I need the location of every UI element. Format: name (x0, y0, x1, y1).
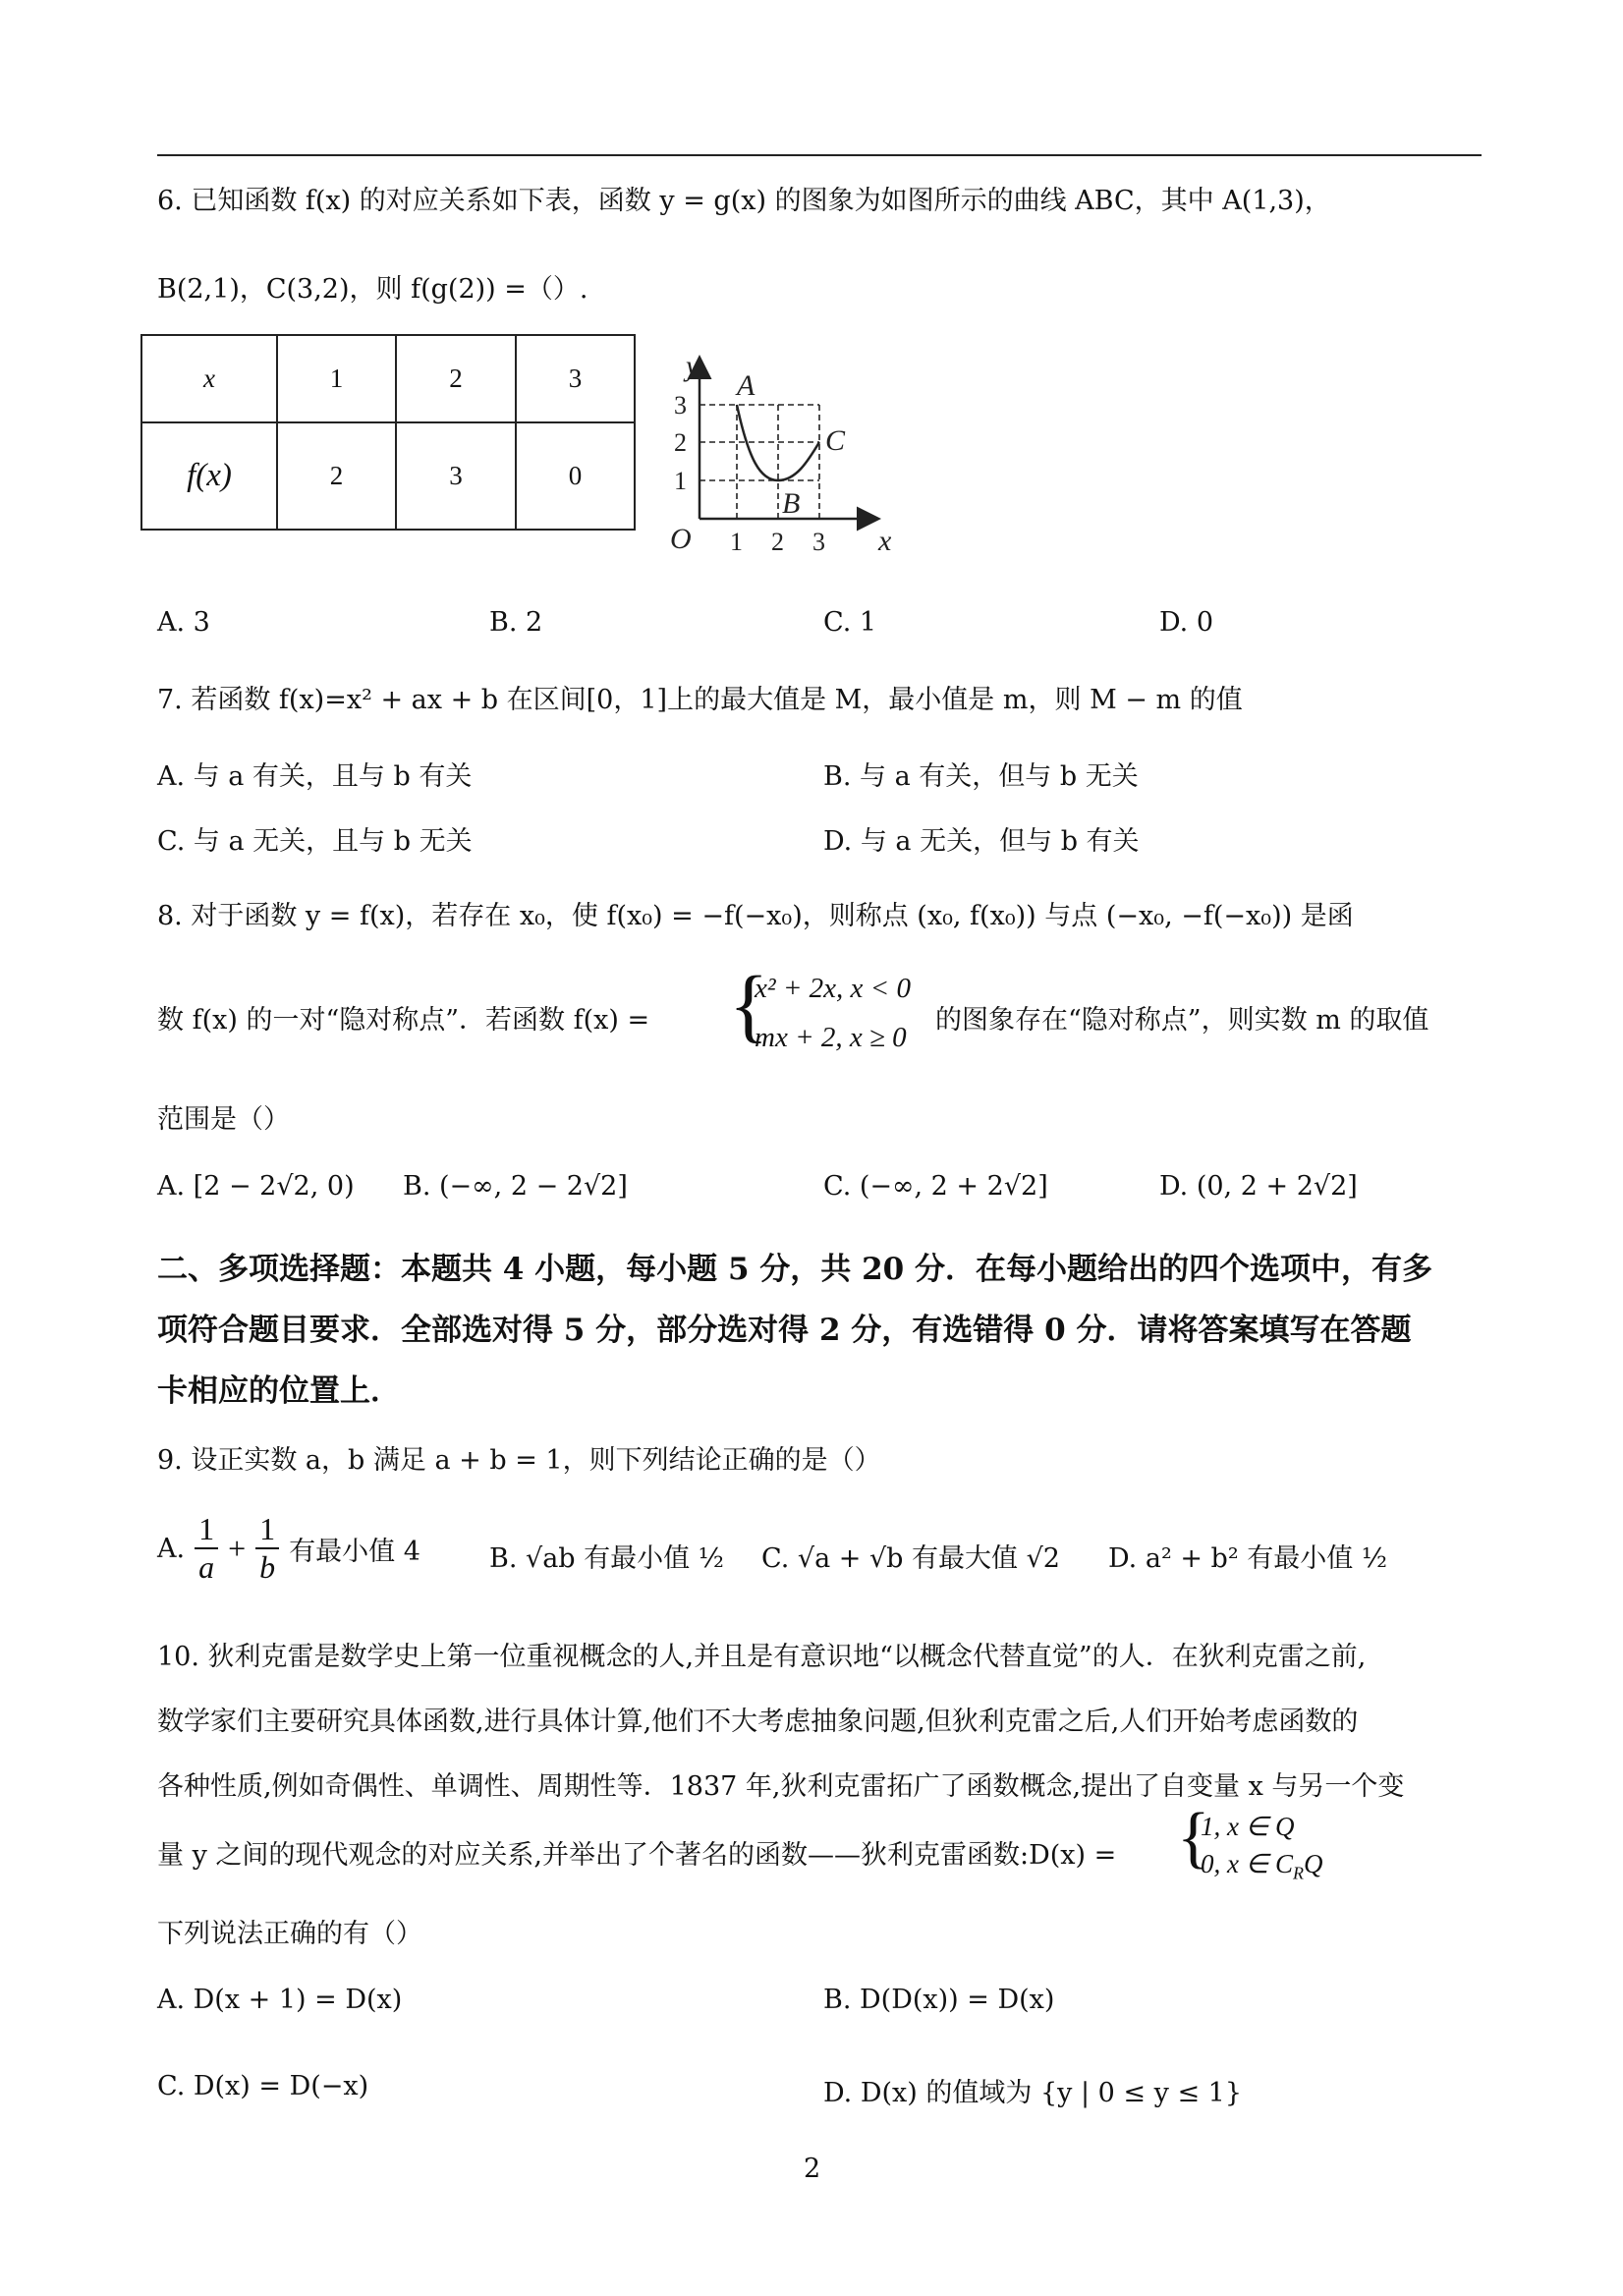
x-tick-1: 1 (730, 528, 743, 556)
q8-line1: 8. 对于函数 y = f(x)，若存在 x₀，使 f(x₀) = −f(−x₀)，则称点 (x₀, f(x₀)) 与点 (−x₀, −f(−x₀)) 是函 (157, 901, 1354, 931)
q8-option-d: D. (0, 2 + 2√2] (1159, 1171, 1358, 1202)
dirichlet-case2: 0, x ∈ $C_RQ$ (1201, 1849, 1323, 1883)
page-number: 2 (804, 2154, 821, 2184)
table-header-3: 3 (516, 335, 635, 422)
frac-1-over-b: $\frac{1}{b}$ (255, 1511, 279, 1586)
q8-option-b: B. (−∞, 2 − 2√2] (403, 1171, 628, 1202)
point-c-label: C (825, 424, 846, 457)
q7-option-b: B. 与 a 有关，但与 b 无关 (823, 761, 1139, 792)
point-b-label: B (782, 487, 801, 520)
x-tick-2: 2 (771, 528, 784, 556)
q8-piecewise-brace: { (729, 960, 769, 1051)
q10-line2: 数学家们主要研究具体函数,进行具体计算,他们不大考虑抽象问题,但狄利克雷之后,人们开始考虑函数的 (157, 1707, 1359, 1737)
y-tick-3: 3 (674, 391, 687, 420)
point-a-label: A (737, 369, 756, 402)
q10-line4: 量 y 之间的现代观念的对应关系,并举出了个著名的函数——狄利克雷函数:D(x) = (157, 1840, 1117, 1871)
q6-option-b: B. 2 (489, 607, 543, 638)
q10-option-a: A. D(x + 1) = D(x) (157, 1985, 403, 2015)
q9-option-a-label: A. (157, 1533, 186, 1564)
x-tick-3: 3 (812, 528, 825, 556)
q9-option-b: B. √ab 有最小值 ½ (489, 1543, 724, 1574)
table-cell-2: 3 (396, 422, 516, 530)
table-header-x: x (141, 335, 277, 422)
frac-1-over-a: $\frac{1}{a}$ (195, 1511, 218, 1586)
q7-stem: 7. 若函数 f(x)=x² + ax + b 在区间[0，1]上的最大值是 M，最小值是 m，则 M − m 的值 (157, 685, 1243, 715)
y-tick-2: 2 (674, 428, 687, 457)
q9-stem: 9. 设正实数 a，b 满足 a + b = 1，则下列结论正确的是（） (157, 1445, 881, 1476)
table-cell-1: 2 (277, 422, 396, 530)
q6-line1: 6. 已知函数 f(x) 的对应关系如下表，函数 y = g(x) 的图象为如图所示的曲线 ABC，其中 A(1,3)， (157, 186, 1331, 216)
q9-option-d: D. a² + b² 有最小值 ½ (1108, 1543, 1388, 1574)
section2-line2: 项符合题目要求．全部选对得 5 分，部分选对得 2 分，有选错得 0 分．请将答案填写在答题 (157, 1313, 1412, 1348)
q8-line3: 范围是（） (157, 1104, 290, 1135)
q8-case2: mx + 2, x ≥ 0 (755, 1022, 907, 1053)
q6-option-a: A. 3 (157, 607, 210, 638)
q10-line1: 10. 狄利克雷是数学史上第一位重视概念的人,并且是有意识地“以概念代替直觉”的人．在狄利克雷之前, (157, 1642, 1367, 1672)
dashed-grid (700, 405, 819, 519)
q9-option-a-tail: 有最小值 4 (289, 1536, 420, 1567)
q8-line2-pre: 数 f(x) 的一对“隐对称点”．若函数 f(x) = (157, 1005, 650, 1036)
q6-line2: B(2,1)，C(3,2)，则 f(g(2)) =（）. (157, 274, 588, 305)
q10-option-b: B. D(D(x)) = D(x) (823, 1985, 1055, 2015)
header-rule (157, 154, 1482, 156)
q8-line2-post: 的图象存在“隐对称点”，则实数 m 的取值 (935, 1005, 1429, 1036)
dirichlet-brace: { (1177, 1800, 1210, 1876)
table-cell-3: 0 (516, 422, 635, 530)
q6-option-c: C. 1 (823, 607, 877, 638)
q7-option-c: C. 与 a 无关，且与 b 无关 (157, 826, 473, 857)
q9-option-c: C. √a + √b 有最大值 √2 (761, 1543, 1060, 1574)
section2-line1: 二、多项选择题：本题共 4 小题，每小题 5 分，共 20 分．在每小题给出的四个选项中，有多 (157, 1252, 1433, 1287)
q10-line5: 下列说法正确的有（） (157, 1919, 422, 1949)
q10-option-d: D. D(x) 的值域为 {y | 0 ≤ y ≤ 1} (823, 2078, 1243, 2108)
curve-abc-graph (658, 344, 894, 565)
q7-option-a: A. 与 a 有关，且与 b 有关 (157, 761, 473, 792)
dirichlet-case1: 1, x ∈ Q (1201, 1812, 1295, 1841)
q10-option-c: C. D(x) = D(−x) (157, 2071, 369, 2101)
q6-option-d: D. 0 (1159, 607, 1214, 638)
q9-option-a: A. $\frac{1}{a}$ + $\frac{1}{b}$ 有最小值 4 (157, 1511, 420, 1585)
y-tick-1: 1 (674, 467, 687, 495)
q7-option-d: D. 与 a 无关，但与 b 有关 (823, 826, 1140, 857)
q10-line3: 各种性质,例如奇偶性、单调性、周期性等．1837 年,狄利克雷拓广了函数概念,提出了自变量 x 与另一个变 (157, 1771, 1405, 1802)
table-header-1: 1 (277, 335, 396, 422)
q8-option-a: A. [2 − 2√2, 0) (157, 1171, 355, 1202)
table-row-fx: f(x) (141, 422, 277, 530)
section2-line3: 卡相应的位置上． (157, 1373, 401, 1409)
q8-option-c: C. (−∞, 2 + 2√2] (823, 1171, 1048, 1202)
origin-label: O (670, 523, 692, 555)
table-header-2: 2 (396, 335, 516, 422)
q8-case1: x² + 2x, x < 0 (755, 973, 911, 1004)
x-axis-label: x (878, 525, 892, 557)
y-axis-label: y (686, 350, 700, 382)
value-table (140, 334, 636, 531)
